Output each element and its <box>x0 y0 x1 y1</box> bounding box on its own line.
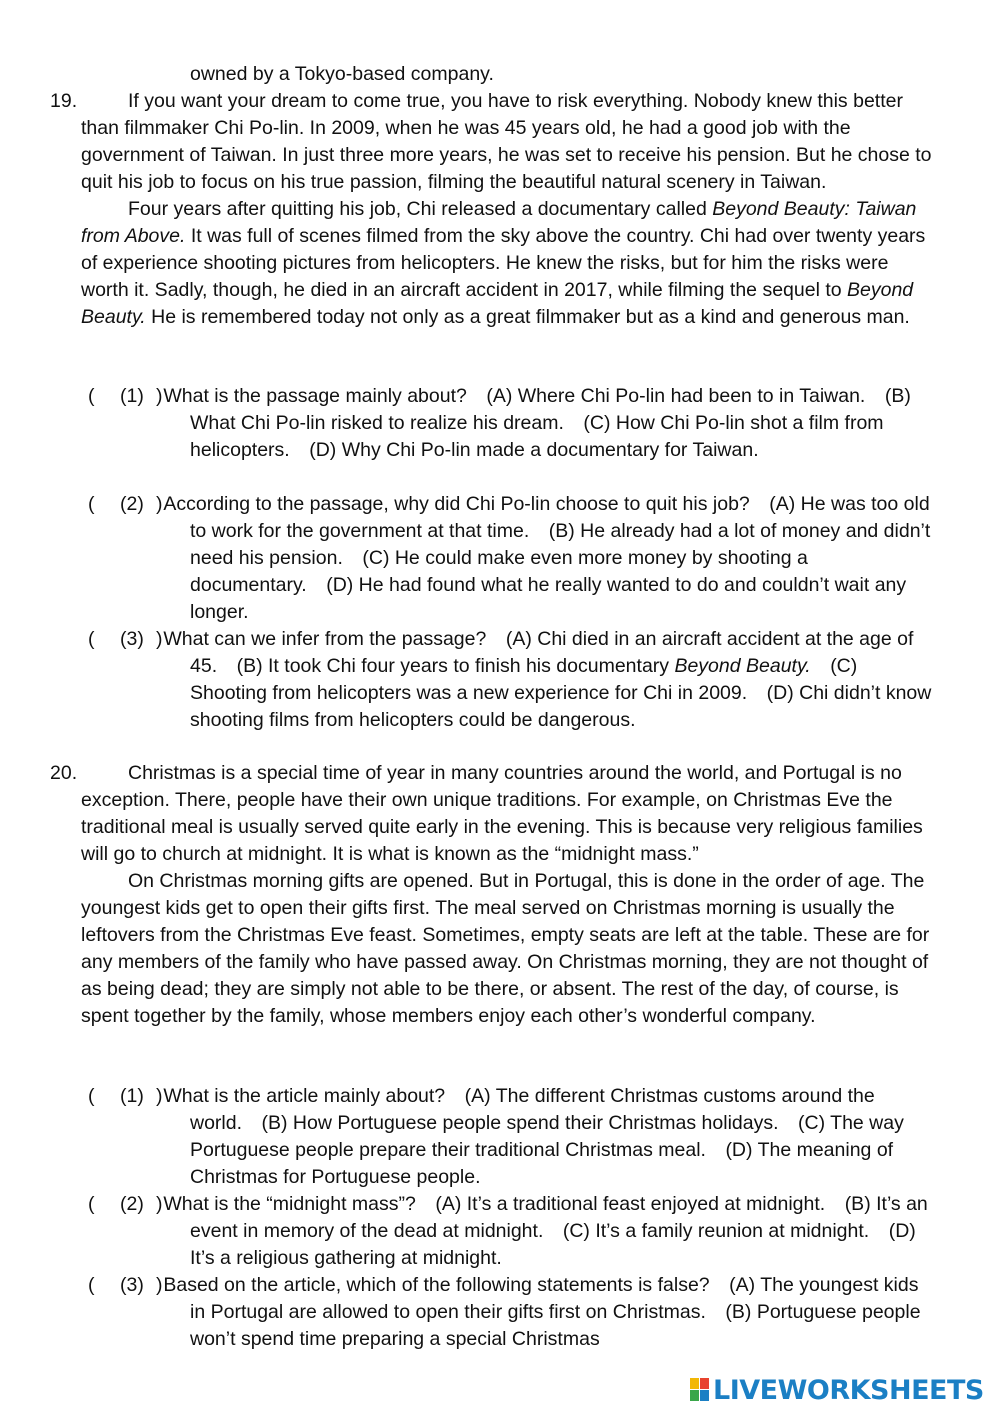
paren-close: ) <box>156 385 163 407</box>
paren-open: ( <box>88 1085 95 1107</box>
question-20-1 <box>88 1083 938 1191</box>
question-20-3 <box>88 1272 938 1353</box>
sub-question-number: (2) <box>120 493 144 515</box>
question-text: What is the “midnight mass”? (A) It’s a traditional feast enjoyed at midnight. (B) It’s an event in memory of the dead at midnight. (C) It’s a family reunion at midnight. (D) It’s a religious gathering at midnight. <box>163 1193 928 1269</box>
continued-line: owned by a Tokyo-based company. <box>190 63 494 85</box>
question-number-19: 19. <box>50 90 78 112</box>
liveworksheets-logo-text: LIVEWORKSHEETS <box>713 1374 984 1406</box>
sub-question-number: (1) <box>120 1085 144 1107</box>
question-text: What can we infer from the passage? (A) Chi died in an aircraft accident at the age of 45. (B) It took Chi four years to finish his documentary <box>163 628 914 677</box>
paren-open: ( <box>88 628 95 650</box>
liveworksheets-logo-icon <box>690 1378 710 1402</box>
paren-open: ( <box>88 493 95 515</box>
documentary-title: Beyond Beauty. <box>81 279 914 328</box>
passage-19-paragraph-1: If you want your dream to come true, you have to risk everything. Nobody knew this better than filmmaker Chi Po-lin. In 2009, when he was 45 years old, he had a good job with the government of Taiwan. In just three more years, he was set to receive his pension. But he chose to quit his job to focus on his true passion, filming the beautiful natural scenery in Taiwan. <box>81 90 932 193</box>
paren-open: ( <box>88 1193 95 1215</box>
paren-open: ( <box>88 385 95 407</box>
passage-19-paragraph-2 <box>81 196 941 331</box>
question-19-1 <box>88 383 938 464</box>
question-19-2 <box>88 491 938 626</box>
passage-19 <box>81 88 941 331</box>
paren-close: ) <box>156 1085 163 1107</box>
sub-question-number: (3) <box>120 1274 144 1296</box>
text-span: It was full of scenes filmed from the sky above the country. Chi had over twenty years of experience shooting pictures from helicopters. He knew the risks, but for him the risks were worth it. Sadly, though, he died in an aircraft accident in 2017, while filming the sequel to <box>81 225 926 301</box>
question-text: (C) Shooting from helicopters was a new experience for Chi in 2009. (D) Chi didn’t know shooting films from helicopters could be dangerous. <box>190 655 932 731</box>
passage-20 <box>81 760 941 1030</box>
liveworksheets-logo[interactable] <box>690 1374 984 1406</box>
documentary-title: Beyond Beauty. <box>674 655 811 677</box>
question-19-3 <box>88 626 938 734</box>
sub-question-number: (2) <box>120 1193 144 1215</box>
paren-open: ( <box>88 1274 95 1296</box>
question-20-2 <box>88 1191 938 1272</box>
paren-close: ) <box>156 628 163 650</box>
paren-close: ) <box>156 493 163 515</box>
question-text: What is the article mainly about? (A) The different Christmas customs around the world. (B) How Portuguese people spend their Christmas holidays. (C) The way Portuguese people prepare their traditional Christmas meal. (D) The meaning of Christmas for Portuguese people. <box>163 1085 904 1188</box>
question-text: Based on the article, which of the following statements is false? (A) The youngest kids in Portugal are allowed to open their gifts first on Christmas. (B) Portuguese people won’t spend time preparing a special Christmas <box>163 1274 921 1350</box>
text-span: He is remembered today not only as a great filmmaker but as a kind and generous man. <box>145 306 910 328</box>
sub-question-number: (1) <box>120 385 144 407</box>
sub-question-number: (3) <box>120 628 144 650</box>
documentary-title: Beyond Beauty: Taiwan from Above. <box>81 198 917 247</box>
question-number-20: 20. <box>50 762 78 784</box>
paren-close: ) <box>156 1193 163 1215</box>
passage-20-paragraph-2: On Christmas morning gifts are opened. But in Portugal, this is done in the order of age. The youngest kids get to open their gifts first. The meal served on Christmas morning is usually the leftovers from the Christmas Eve feast. Sometimes, empty seats are left at the table. These are for any members of the family who have passed away. On Christmas morning, they are not thought of as being dead; they are simply not able to be there, or absent. The rest of the day, of course, is spent together by the family, whose members enjoy each other’s wonderful company. <box>81 870 930 1027</box>
text-span: Four years after quitting his job, Chi released a documentary called <box>128 198 713 220</box>
paren-close: ) <box>156 1274 163 1296</box>
passage-20-paragraph-1: Christmas is a special time of year in many countries around the world, and Portugal is no exception. There, people have their own unique traditions. For example, on Christmas Eve the traditional meal is usually served quite early in the evening. This is because very religious families will go to church at midnight. It is what is known as the “midnight mass.” <box>81 762 923 865</box>
question-text: What is the passage mainly about? (A) Where Chi Po-lin had been to in Taiwan. (B) What Chi Po-lin risked to realize his dream. (C) How Chi Po-lin shot a film from helicopters. (D) Why Chi Po-lin made a documentary for Taiwan. <box>163 385 911 461</box>
question-text: According to the passage, why did Chi Po-lin choose to quit his job? (A) He was too old to work for the government at that time. (B) He already had a lot of money and didn’t need his pension. (C) He could make even more money by shooting a documentary. (D) He had found what he really wanted to do and couldn’t wait any longer. <box>163 493 931 623</box>
